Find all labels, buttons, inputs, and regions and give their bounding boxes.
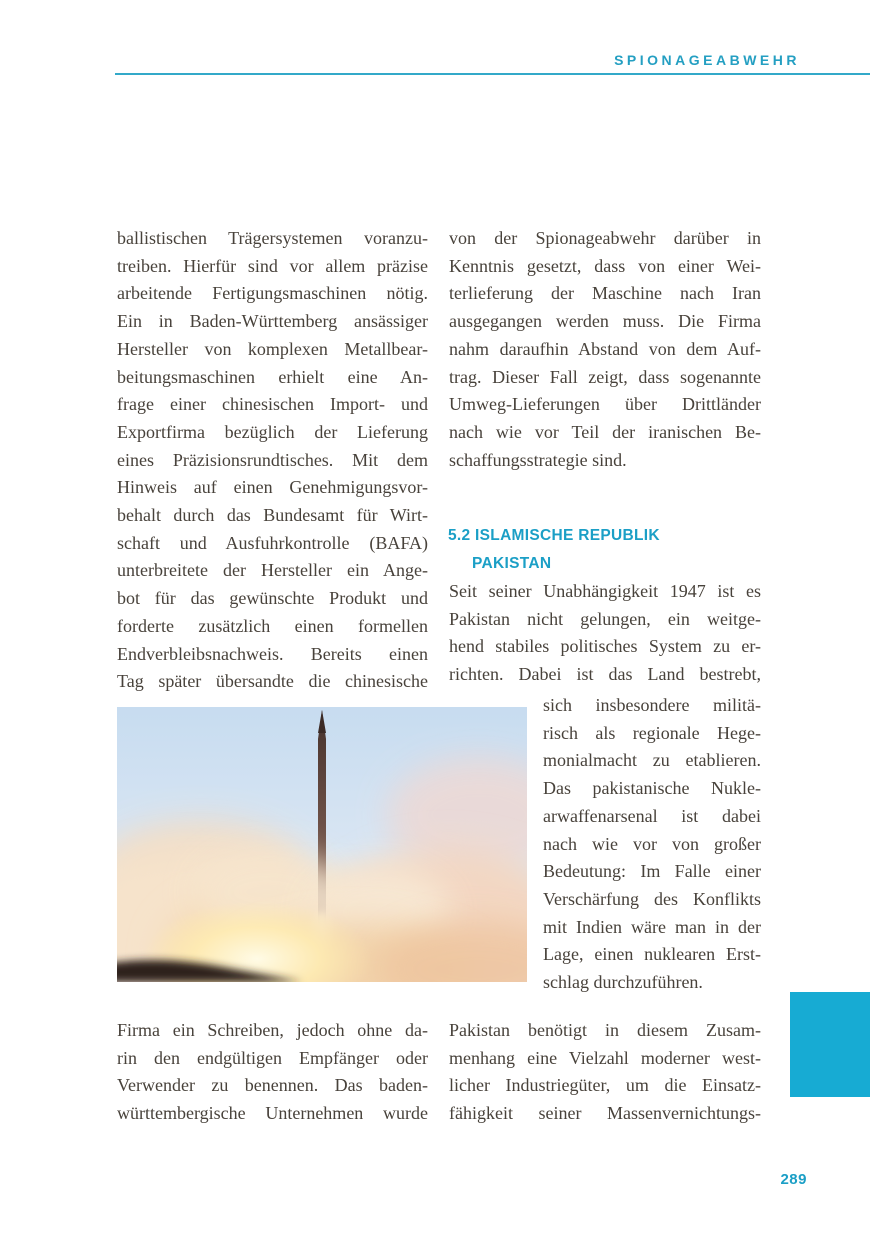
text-line: licher Industriegüter, um die Einsatz- [449, 1075, 761, 1096]
text-line: Seit seiner Unabhängigkeit 1947 ist es [449, 581, 761, 601]
text-line: Exportfirma bezüglich der Lieferung [117, 421, 428, 442]
text-line: Hinweis auf einen Genehmigungsvor- [117, 477, 428, 498]
text-line: Das pakistanische Nukle- [543, 778, 761, 799]
text-line: nach wie vor von großer [543, 833, 761, 854]
text-line: menhang eine Vielzahl moderner west- [449, 1047, 761, 1068]
text-line: forderte zusätzlich einen formellen [117, 615, 428, 636]
text-line: unterbreitete der Hersteller ein Ange- [117, 560, 428, 581]
text-line: trag. Dieser Fall zeigt, dass sogenannte [449, 366, 761, 387]
left-column-paragraph [117, 225, 428, 696]
text-line: terlieferung der Maschine nach Iran [449, 283, 761, 304]
text-line: Ein in Baden-Württemberg ansässiger [117, 311, 428, 332]
text-line: von der Spionageabwehr darüber in [449, 228, 761, 248]
text-line: bot für das gewünschte Produkt und [117, 588, 428, 609]
right-column-paragraph-iran [449, 225, 761, 474]
header-rule [115, 73, 870, 75]
text-line: treiben. Hierfür sind vor allem präzise [117, 255, 428, 276]
text-line: Verschärfung des Konflikts [543, 888, 761, 909]
text-line: schaft und Ausfuhrkontrolle (BAFA) [117, 532, 428, 553]
text-line: eines Präzisionsrundtisches. Mit dem [117, 449, 428, 470]
page-number: 289 [780, 1171, 807, 1188]
text-line: Tag später übersandte die chinesische [117, 671, 428, 692]
text-line: Endverbleibsnachweis. Bereits einen [117, 643, 428, 664]
text-line: ballistischen Trägersystemen voranzu- [117, 228, 428, 248]
text-line: fähigkeit seiner Massenvernichtungs- [449, 1103, 761, 1124]
right-column-paragraph-procurement [449, 1017, 761, 1128]
text-line: hend stabiles politisches System zu er- [449, 636, 761, 657]
text-line: Firma ein Schreiben, jedoch ohne da- [117, 1020, 428, 1040]
text-line: frage einer chinesischen Import- und [117, 394, 428, 415]
text-line: Pakistan nicht gelungen, ein weitge- [449, 608, 761, 629]
text-line: Lage, einen nuklearen Erst- [543, 944, 761, 965]
text-line: mit Indien wäre man in der [543, 916, 761, 937]
text-line: Verwender zu benennen. Das baden- [117, 1075, 428, 1096]
text-line: Umweg-Lieferungen über Drittländer [449, 394, 761, 415]
text-line: ausgegangen werden muss. Die Firma [449, 311, 761, 332]
text-line: Hersteller von komplexen Metallbear- [117, 338, 428, 359]
text-line: richten. Dabei ist das Land bestrebt, [449, 664, 761, 685]
text-line: beitungsmaschinen erhielt eine An- [117, 366, 428, 387]
text-line: sich insbesondere militä- [543, 695, 761, 715]
text-line: rin den endgültigen Empfänger oder [117, 1047, 428, 1068]
text-line: nahm daraufhin Abstand von dem Auf- [449, 338, 761, 359]
section-heading-line2: PAKISTAN [472, 555, 552, 572]
section-heading-line1: 5.2 ISLAMISCHE REPUBLIK [448, 527, 660, 544]
missile-launch-photo [117, 707, 527, 982]
text-line: Bedeutung: Im Falle einer [543, 861, 761, 882]
text-line: arwaffenarsenal ist dabei [543, 805, 761, 826]
running-header: SPIONAGEABWEHR [614, 52, 800, 68]
text-line: risch als regionale Hege- [543, 722, 761, 743]
missile-launch-illustration [117, 707, 527, 982]
text-line: württembergische Unternehmen wurde [117, 1103, 428, 1124]
page-edge-tab [790, 992, 870, 1097]
left-column-continuation-paragraph [117, 1017, 428, 1128]
text-line: Kenntnis gesetzt, dass von einer Wei- [449, 255, 761, 276]
text-line: schaffungsstrategie sind. [449, 449, 627, 470]
text-line: behalt durch das Bundesamt für Wirt- [117, 505, 428, 526]
text-line: Pakistan benötigt in diesem Zusam- [449, 1020, 761, 1040]
text-line: nach wie vor Teil der iranischen Be- [449, 421, 761, 442]
text-line: schlag durchzuführen. [543, 972, 703, 993]
text-line: monialmacht zu etablieren. [543, 750, 761, 771]
text-line: arbeitende Fertigungsmaschinen nötig. [117, 283, 428, 304]
right-column-paragraph-pakistan-intro [449, 578, 761, 689]
right-column-paragraph-pakistan-narrow [543, 692, 761, 997]
section-heading-pakistan [448, 522, 768, 578]
